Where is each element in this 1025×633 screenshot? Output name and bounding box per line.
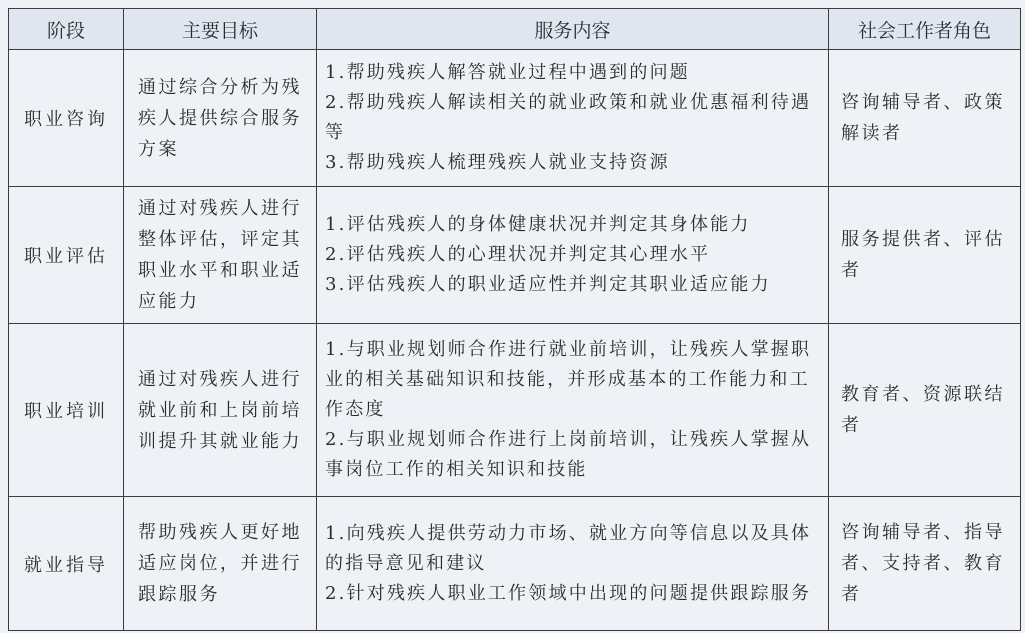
stage-cell: 职业培训 <box>9 324 124 497</box>
content-item: 1.与职业规划师合作进行就业前培训，让残疾人掌握职业的相关基础知识和技能，并形成基本的工作能力和工作态度 <box>325 339 812 420</box>
goal-cell: 通过对残疾人进行整体评估，评定其职业水平和职业适应能力 <box>124 187 317 324</box>
content-cell <box>317 497 829 631</box>
content-cell <box>317 324 829 497</box>
goal-cell: 通过综合分析为残疾人提供综合服务方案 <box>124 50 317 187</box>
stage-cell: 职业咨询 <box>9 50 124 187</box>
content-item: 1.评估残疾人的身体健康状况并判定其身体能力 <box>325 214 751 235</box>
role-cell: 咨询辅导者、指导者、支持者、教育者 <box>829 497 1021 631</box>
content-item: 2.帮助残疾人解读相关的就业政策和就业优惠福利待遇等 <box>325 92 812 143</box>
header-row <box>9 9 1021 50</box>
table-row <box>9 50 1021 187</box>
header-stage: 阶段 <box>9 9 124 50</box>
content-cell <box>317 187 829 324</box>
table-row <box>9 187 1021 324</box>
role-cell: 咨询辅导者、政策解读者 <box>829 50 1021 187</box>
role-cell: 服务提供者、评估者 <box>829 187 1021 324</box>
table-row <box>9 497 1021 631</box>
content-cell <box>317 50 829 187</box>
content-item: 2.针对残疾人职业工作领域中出现的问题提供跟踪服务 <box>325 582 812 604</box>
header-role: 社会工作者角色 <box>829 9 1021 50</box>
content-item: 3.评估残疾人的职业适应性并判定其职业适应能力 <box>325 274 771 295</box>
role-cell: 教育者、资源联结者 <box>829 324 1021 497</box>
content-item: 2.与职业规划师合作进行上岗前培训，让残疾人掌握从事岗位工作的相关知识和技能 <box>325 429 812 480</box>
header-goal: 主要目标 <box>124 9 317 50</box>
content-item: 1.向残疾人提供劳动力市场、就业方向等信息以及具体的指导意见和建议 <box>325 522 812 574</box>
table-row <box>9 324 1021 497</box>
content-item: 3.帮助残疾人梳理残疾人就业支持资源 <box>325 152 670 173</box>
goal-cell: 帮助残疾人更好地适应岗位，并进行跟踪服务 <box>124 497 317 631</box>
header-content: 服务内容 <box>317 9 829 50</box>
stage-cell: 就业指导 <box>9 497 124 631</box>
content-item: 2.评估残疾人的心理状况并判定其心理水平 <box>325 244 711 265</box>
content-item: 1.帮助残疾人解答就业过程中遇到的问题 <box>325 62 690 83</box>
goal-cell: 通过对残疾人进行就业前和上岗前培训提升其就业能力 <box>124 324 317 497</box>
stage-cell: 职业评估 <box>9 187 124 324</box>
service-table <box>8 8 1021 631</box>
